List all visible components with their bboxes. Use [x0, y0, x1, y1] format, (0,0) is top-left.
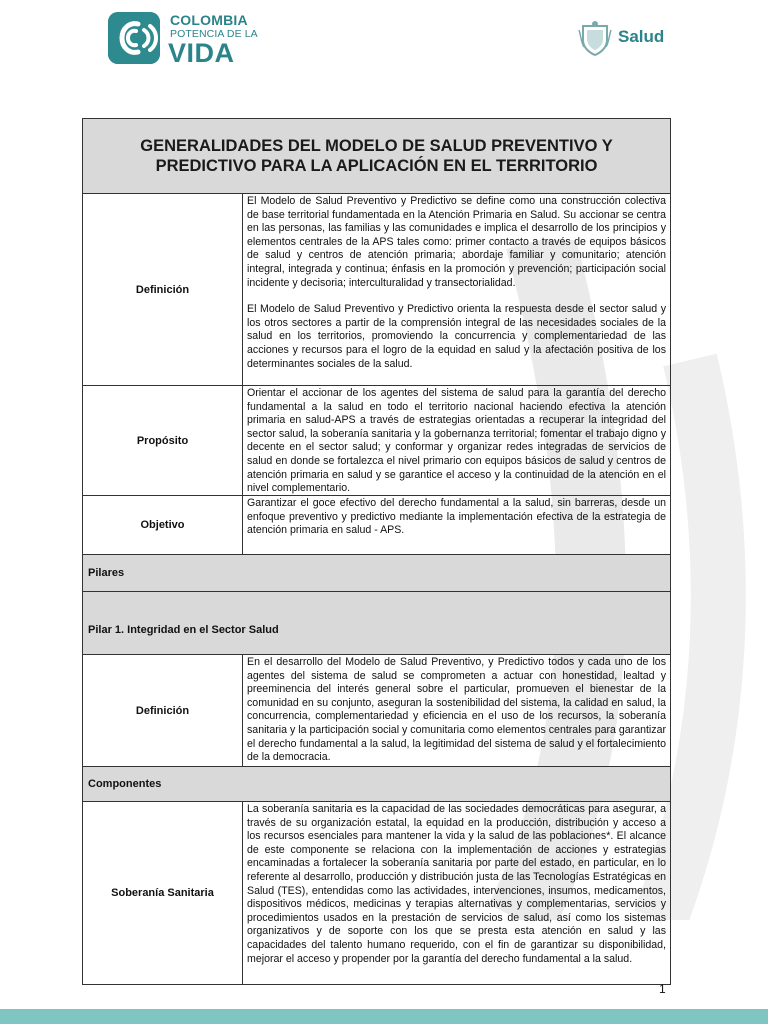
row-label-definicion: Definición — [83, 194, 243, 385]
national-coat-of-arms-icon — [578, 20, 612, 56]
row-label-proposito: Propósito — [83, 386, 243, 495]
table-row-proposito — [83, 386, 670, 496]
logo-line-colombia: COLOMBIA — [170, 12, 248, 28]
section-band-pilares: Pilares — [83, 555, 670, 592]
table-row-soberania-sanitaria — [83, 802, 670, 984]
definicion-paragraph-2: El Modelo de Salud Preventivo y Predictivo orienta la respuesta desde el sector salud y los otros sectores a partir de la comprensión integral de las necesidades sociales de la salud en los territorios, promoviendo la concurrencia y complementariedad de las acciones y recursos para el logro de la equidad en salud y la afectación positiva de los determinantes sociales de la salud. — [247, 303, 666, 370]
row-label-pilar1-definicion: Definición — [83, 655, 243, 766]
colombia-potencia-de-la-vida-logo-icon — [108, 12, 160, 64]
colombia-potencia-de-la-vida-logo — [108, 12, 258, 68]
table-row-definicion — [83, 194, 670, 386]
row-label-objetivo: Objetivo — [83, 496, 243, 554]
footer-color-bar — [0, 1009, 768, 1024]
proposito-paragraph: Orientar el accionar de los agentes del sistema de salud para la garantía del derecho fundamental a la salud en todo el territorio nacional haciendo efectiva la atención primaria en salud-APS a través de estrategias orientadas a recuperar la integridad del sector salud, la soberanía sanitaria y la gobernanza territorial; fomentar el trabajo digno y decente en el sector salud; y conformar y organizar redes integradas de servicios de salud en donde se fortalezca el nivel primario con equipos básicos de salud y centros de atención primaria en salud y se garantice el acceso y la continuidad de la atención en el nivel complementario. — [247, 387, 666, 495]
section-band-componentes: Componentes — [83, 767, 670, 802]
row-value-pilar1-definicion — [243, 655, 670, 766]
row-value-soberania-sanitaria — [243, 802, 670, 984]
ministerio-salud-logo — [578, 18, 668, 58]
table-row-objetivo — [83, 496, 670, 555]
row-value-proposito — [243, 386, 670, 495]
row-label-soberania-sanitaria: Soberanía Sanitaria — [83, 802, 243, 984]
row-value-definicion — [243, 194, 670, 385]
objetivo-paragraph: Garantizar el goce efectivo del derecho fundamental a la salud, sin barreras, desde un enfoque preventivo y predictivo mediante la implementación efectiva de la estrategia de atención primaria en salud - APS. — [247, 497, 666, 537]
salud-wordmark: Salud — [618, 27, 665, 46]
table-row-pilar1-definicion — [83, 655, 670, 767]
pilar1-definicion-paragraph: En el desarrollo del Modelo de Salud Preventivo, y Predictivo todos y cada uno de los agentes del sistema de salud se comprometen a actuar con honestidad, lealtad y preeminencia del interés general sobre el particular, promueven el bienestar de la comunidad en su conjunto, aseguran la sostenibilidad del sistema, la calidad en salud, la concurrencia, complementariedad y eficiencia en el uso de los recursos, la soberanía sanitaria y la participación social y comunitaria como elementos centrales para garantizar el derecho fundamental a la salud, la legitimidad del sistema de salud y el fortalecimiento de la democracia. — [247, 656, 666, 764]
row-value-objetivo — [243, 496, 670, 554]
logo-line-vida: VIDA — [168, 38, 235, 68]
soberania-paragraph: La soberanía sanitaria es la capacidad de las sociedades democráticas para asegurar, a través de su organización estatal, la equidad en la producción, distribución y acceso a los recursos esenciales para mantener la vida y la salud de las poblaciones*. El alcance de este componente se relaciona con la implementación de acciones y estrategias encaminadas a fortalecer la soberanía sanitaria por parte del estado, en particular, en lo referente al desarrollo, producción y distribución justa de las Tecnologías Estratégicas en Salud (TES), entendidas como las actividades, intervenciones, insumos, medicamentos, dispositivos médicos, medicinas y terapias alternativas y complementarias, servicios y procedimientos usados en la prestación de servicios de salud, así como los sistemas organizativos y de soporte con los que se presta esta atención en salud y las capacidades del talento humano requerido, con el fin de garantizar su disponibilidad, mejorar el acceso y propender por la garantía del derecho fundamental a la salud. — [247, 803, 666, 965]
page-number: 1 — [659, 982, 666, 996]
definicion-paragraph-1: El Modelo de Salud Preventivo y Predictivo se define como una construcción colectiva de base territorial fundamentada en la Atención Primaria en Salud. Su accionar se centra en las personas, las familias y las comunidades e implica el desarrollo de los principios y elementos centrales de la APS tales como: primer contacto a través de equipos básicos de salud y centros de atención primaria; abordaje familiar y comunitario; atención integral, integrada y continua; énfasis en la promoción y prevención; participación social incidente y decisoria; interculturalidad y transectorialidad. — [247, 195, 666, 289]
table-title-cell — [83, 119, 670, 194]
generalidades-table — [82, 118, 671, 985]
logo-line-potencia: POTENCIA DE LA — [170, 28, 258, 40]
section-band-pilar-1: Pilar 1. Integridad en el Sector Salud — [83, 592, 670, 655]
document-title: GENERALIDADES DEL MODELO DE SALUD PREVENTIVO Y PREDICTIVO PARA LA APLICACIÓN EN EL TERRITORIO — [140, 137, 613, 175]
